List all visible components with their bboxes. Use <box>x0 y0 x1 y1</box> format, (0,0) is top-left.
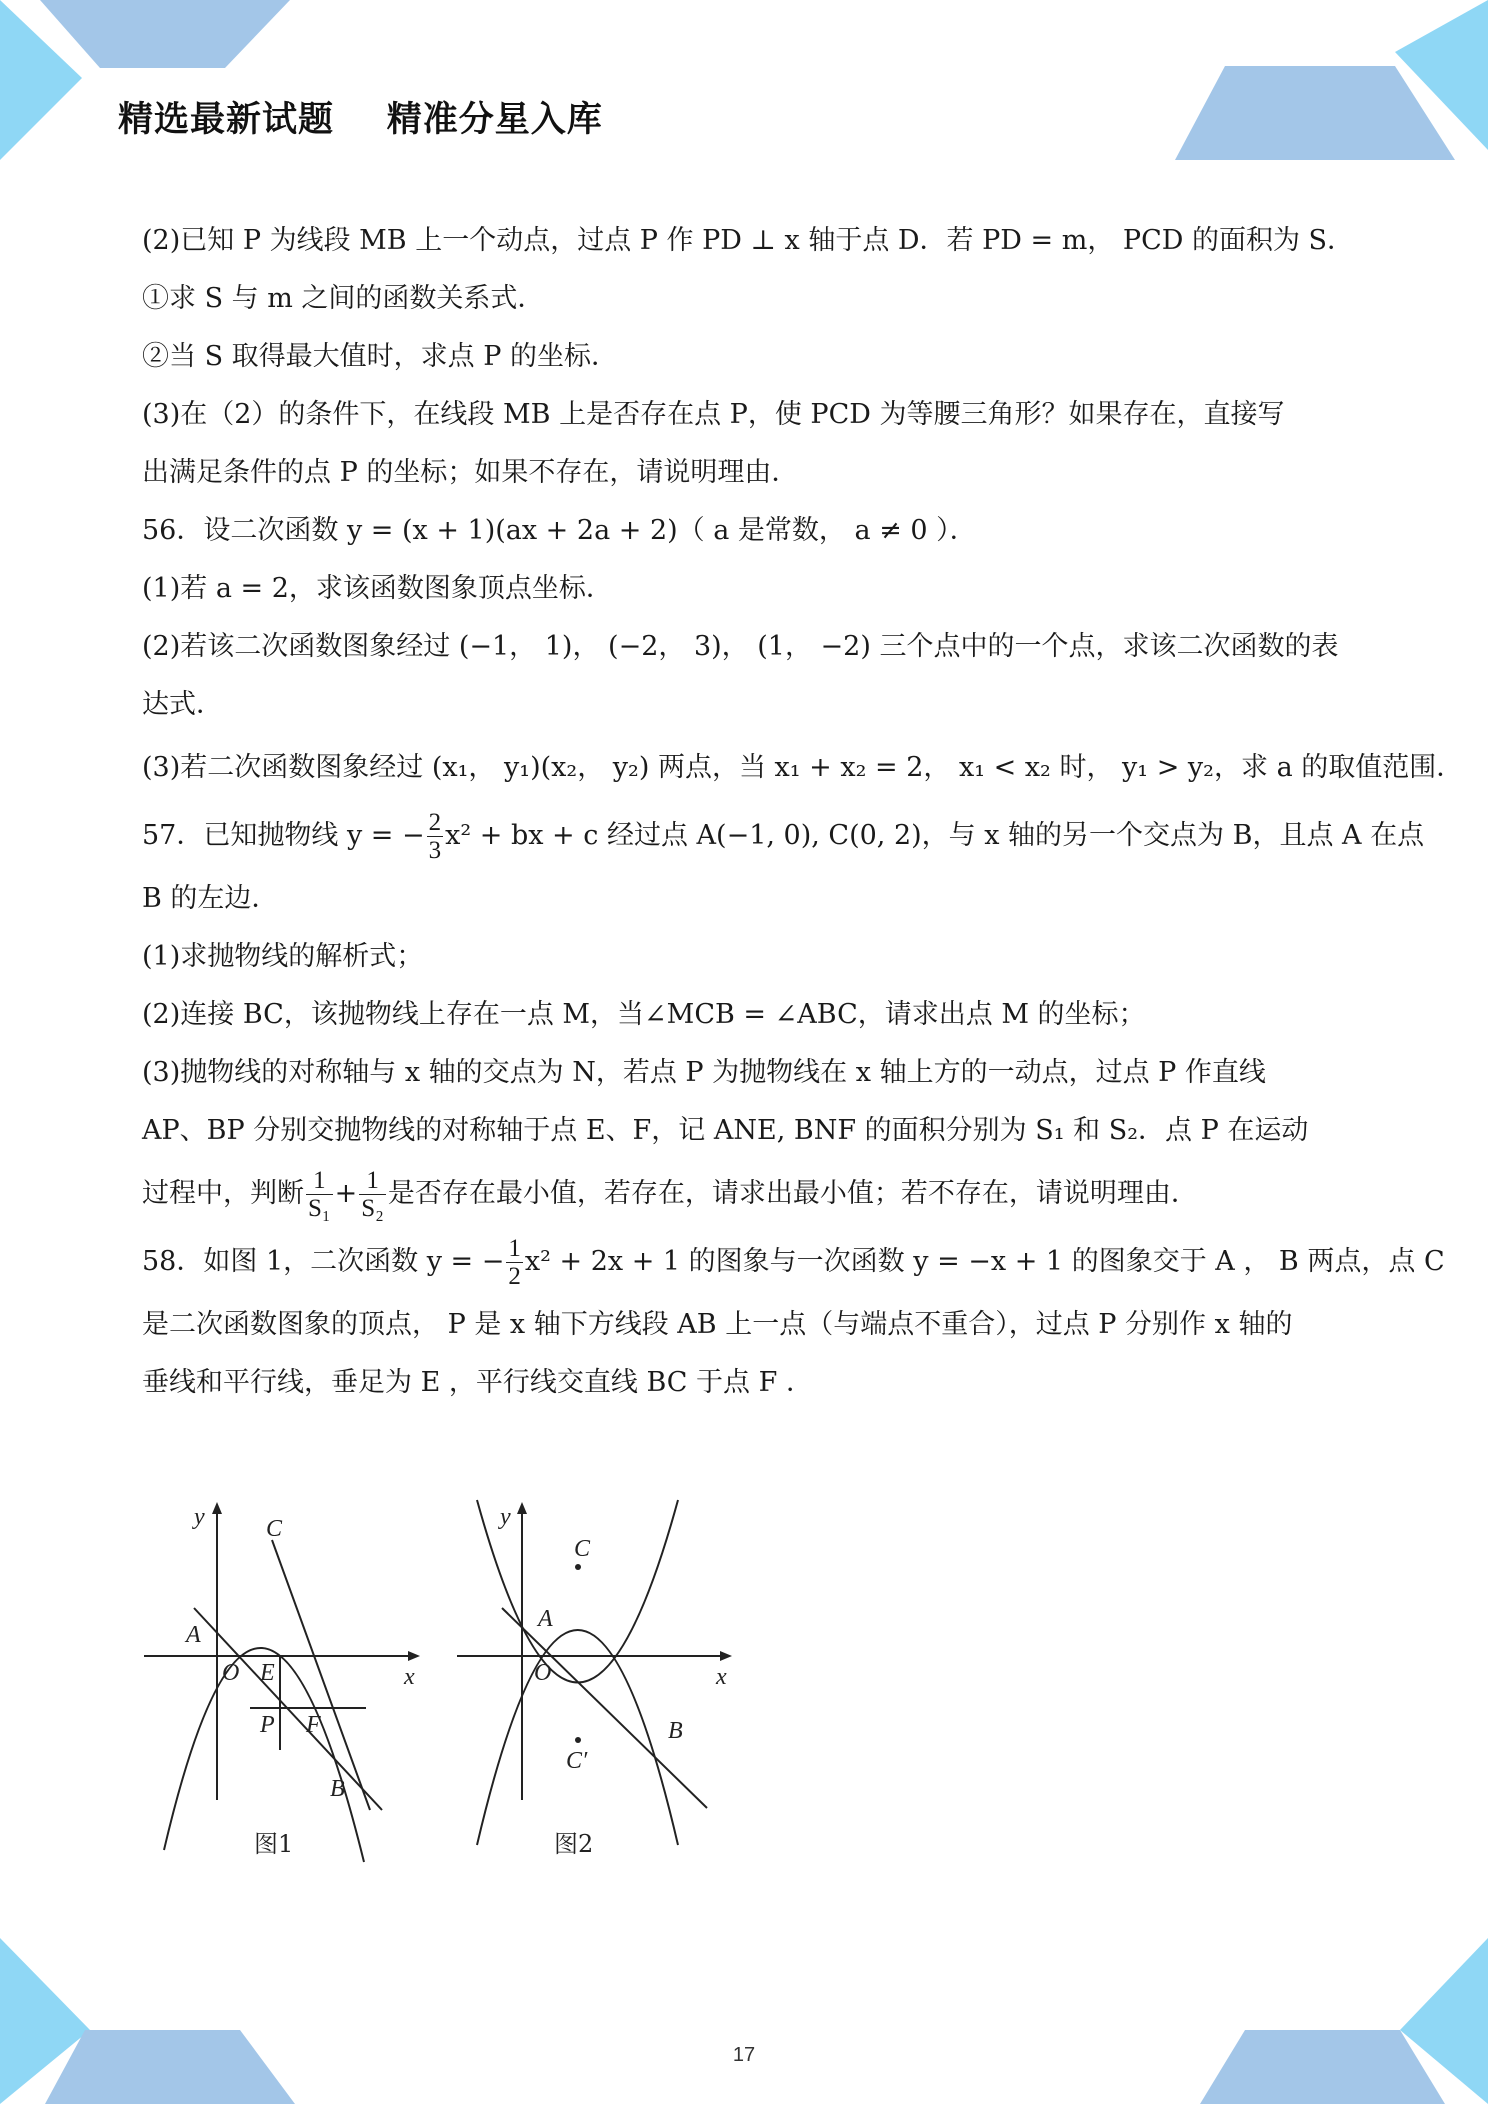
q57-intro-pre: 57．已知抛物线 y = − <box>142 820 425 851</box>
label-x: x <box>716 1664 727 1690</box>
text-line: ②当 S 取得最大值时，求点 P 的坐标． <box>142 341 618 372</box>
label-p: P <box>260 1712 275 1738</box>
text-line: (1)求抛物线的解析式； <box>142 941 424 972</box>
line-ab <box>502 1608 707 1808</box>
q57-intro-post: x² + bx + c 经过点 A(−1, 0), C(0, 2)，与 x 轴的另一个交点为 B，且点 A 在点 <box>445 820 1425 851</box>
y-axis-arrow-icon <box>212 1502 222 1514</box>
text-line: B 的左边． <box>142 883 279 914</box>
question-58-title <box>142 1228 1445 1296</box>
text-line: 是二次函数图象的顶点， P 是 x 轴下方线段 AB 上一点（与端点不重合），过点 P 分别作 x 轴的 <box>142 1309 1293 1340</box>
text-line: (2)若该二次函数图象经过 (−1， 1)， (−2， 3)， (1， −2) 三个点中的一个点，求该二次函数的表 <box>142 631 1339 662</box>
label-c: C <box>574 1536 591 1562</box>
fraction-one-half <box>506 1235 523 1291</box>
label-b: B <box>330 1776 345 1802</box>
page-number: 17 <box>732 2044 756 2066</box>
question-57-title <box>142 802 1425 870</box>
fraction-one-over-s1 <box>306 1167 333 1223</box>
label-e: E <box>260 1660 275 1686</box>
plus-sign: + <box>334 1178 358 1209</box>
fraction-numerator: 1 <box>306 1167 333 1196</box>
fraction-denominator: S₂ <box>361 1195 384 1222</box>
point-c-prime <box>575 1737 581 1743</box>
label-f: F <box>306 1712 321 1738</box>
fraction-denominator: 3 <box>428 837 442 864</box>
fraction-denominator: 2 <box>508 1263 521 1290</box>
q58-line1-post: x² + 2x + 1 的图象与一次函数 y = −x + 1 的图象交于 A ， B 两点，点 C <box>524 1246 1445 1277</box>
text-line: ①求 S 与 m 之间的函数关系式． <box>142 283 545 314</box>
text-line: 垂线和平行线，垂足为 E ，平行线交直线 BC 于点 F ． <box>142 1367 813 1398</box>
figure-1-caption: 图1 <box>254 1830 294 1858</box>
top-left-trapezoid <box>40 0 290 68</box>
top-right-trapezoid <box>1175 66 1455 160</box>
header-title: 精选最新试题 精准分星入库 <box>118 100 603 140</box>
bottom-left-trapezoid <box>45 2030 295 2104</box>
point-c <box>575 1564 581 1570</box>
label-c-prime: C′ <box>566 1748 588 1774</box>
text-line: (1)若 a = 2，求该函数图象顶点坐标． <box>142 573 613 604</box>
label-o: O <box>534 1660 552 1686</box>
question-56-title: 56．设二次函数 y = (x + 1)(ax + 2a + 2)（ a 是常数， a ≠ 0 ）． <box>142 515 977 546</box>
q58-line1-pre: 58．如图 1，二次函数 y = − <box>142 1246 505 1277</box>
q57-line7-pre: 过程中，判断 <box>142 1178 304 1209</box>
text-line: (3)抛物线的对称轴与 x 轴的交点为 N，若点 P 为抛物线在 x 轴上方的一动点，过点 P 作直线 <box>142 1057 1266 1088</box>
text-line: 出满足条件的点 P 的坐标；如果不存在，请说明理由． <box>142 457 799 488</box>
label-y: y <box>194 1504 205 1530</box>
fraction-numerator: 1 <box>359 1167 386 1196</box>
figure-1 <box>144 1502 420 1862</box>
text-line: 达式． <box>142 689 223 720</box>
label-y: y <box>500 1504 511 1530</box>
q57-line7-post: 是否存在最小值，若存在，请求出最小值；若不存在，请说明理由． <box>387 1178 1198 1209</box>
x-axis-arrow-icon <box>408 1651 420 1661</box>
label-c: C <box>266 1516 283 1542</box>
figure-2 <box>457 1500 732 1858</box>
fraction-two-thirds <box>427 809 444 865</box>
text-line: (3)若二次函数图象经过 (x₁， y₁)(x₂， y₂) 两点，当 x₁ + x₂ = 2， x₁ < x₂ 时， y₁ > y₂，求 a 的取值范围． <box>142 752 1464 783</box>
text-line: (2)已知 P 为线段 MB 上一个动点，过点 P 作 PD ⊥ x 轴于点 D．若 PD = m， PCD 的面积为 S． <box>142 225 1355 256</box>
fraction-numerator: 2 <box>428 808 442 836</box>
text-line: AP、BP 分别交抛物线的对称轴于点 E、F，记 ANE, BNF 的面积分别为 S₁ 和 S₂．点 P 在运动 <box>142 1115 1309 1146</box>
text-line: (2)连接 BC，该抛物线上存在一点 M，当∠MCB = ∠ABC，请求出点 M 的坐标； <box>142 999 1146 1030</box>
fraction-numerator: 1 <box>508 1234 521 1262</box>
label-a: A <box>186 1622 201 1648</box>
bottom-right-trapezoid <box>1200 2030 1445 2104</box>
y-axis-arrow-icon <box>517 1502 527 1514</box>
label-b: B <box>668 1718 683 1744</box>
fraction-one-over-s2 <box>359 1167 386 1223</box>
label-a: A <box>538 1606 553 1632</box>
label-x: x <box>404 1664 415 1690</box>
figure-2-caption: 图2 <box>554 1830 594 1858</box>
x-axis-arrow-icon <box>720 1651 732 1661</box>
text-line: (3)在（2）的条件下，在线段 MB 上是否存在点 P，使 PCD 为等腰三角形？如果存在，直接写 <box>142 399 1285 430</box>
label-o: O <box>222 1660 240 1686</box>
line-bc <box>272 1540 370 1810</box>
text-line <box>142 1160 1352 1228</box>
document-body <box>142 212 1464 1412</box>
fraction-denominator: S₁ <box>308 1195 331 1222</box>
figures <box>142 1490 762 1870</box>
